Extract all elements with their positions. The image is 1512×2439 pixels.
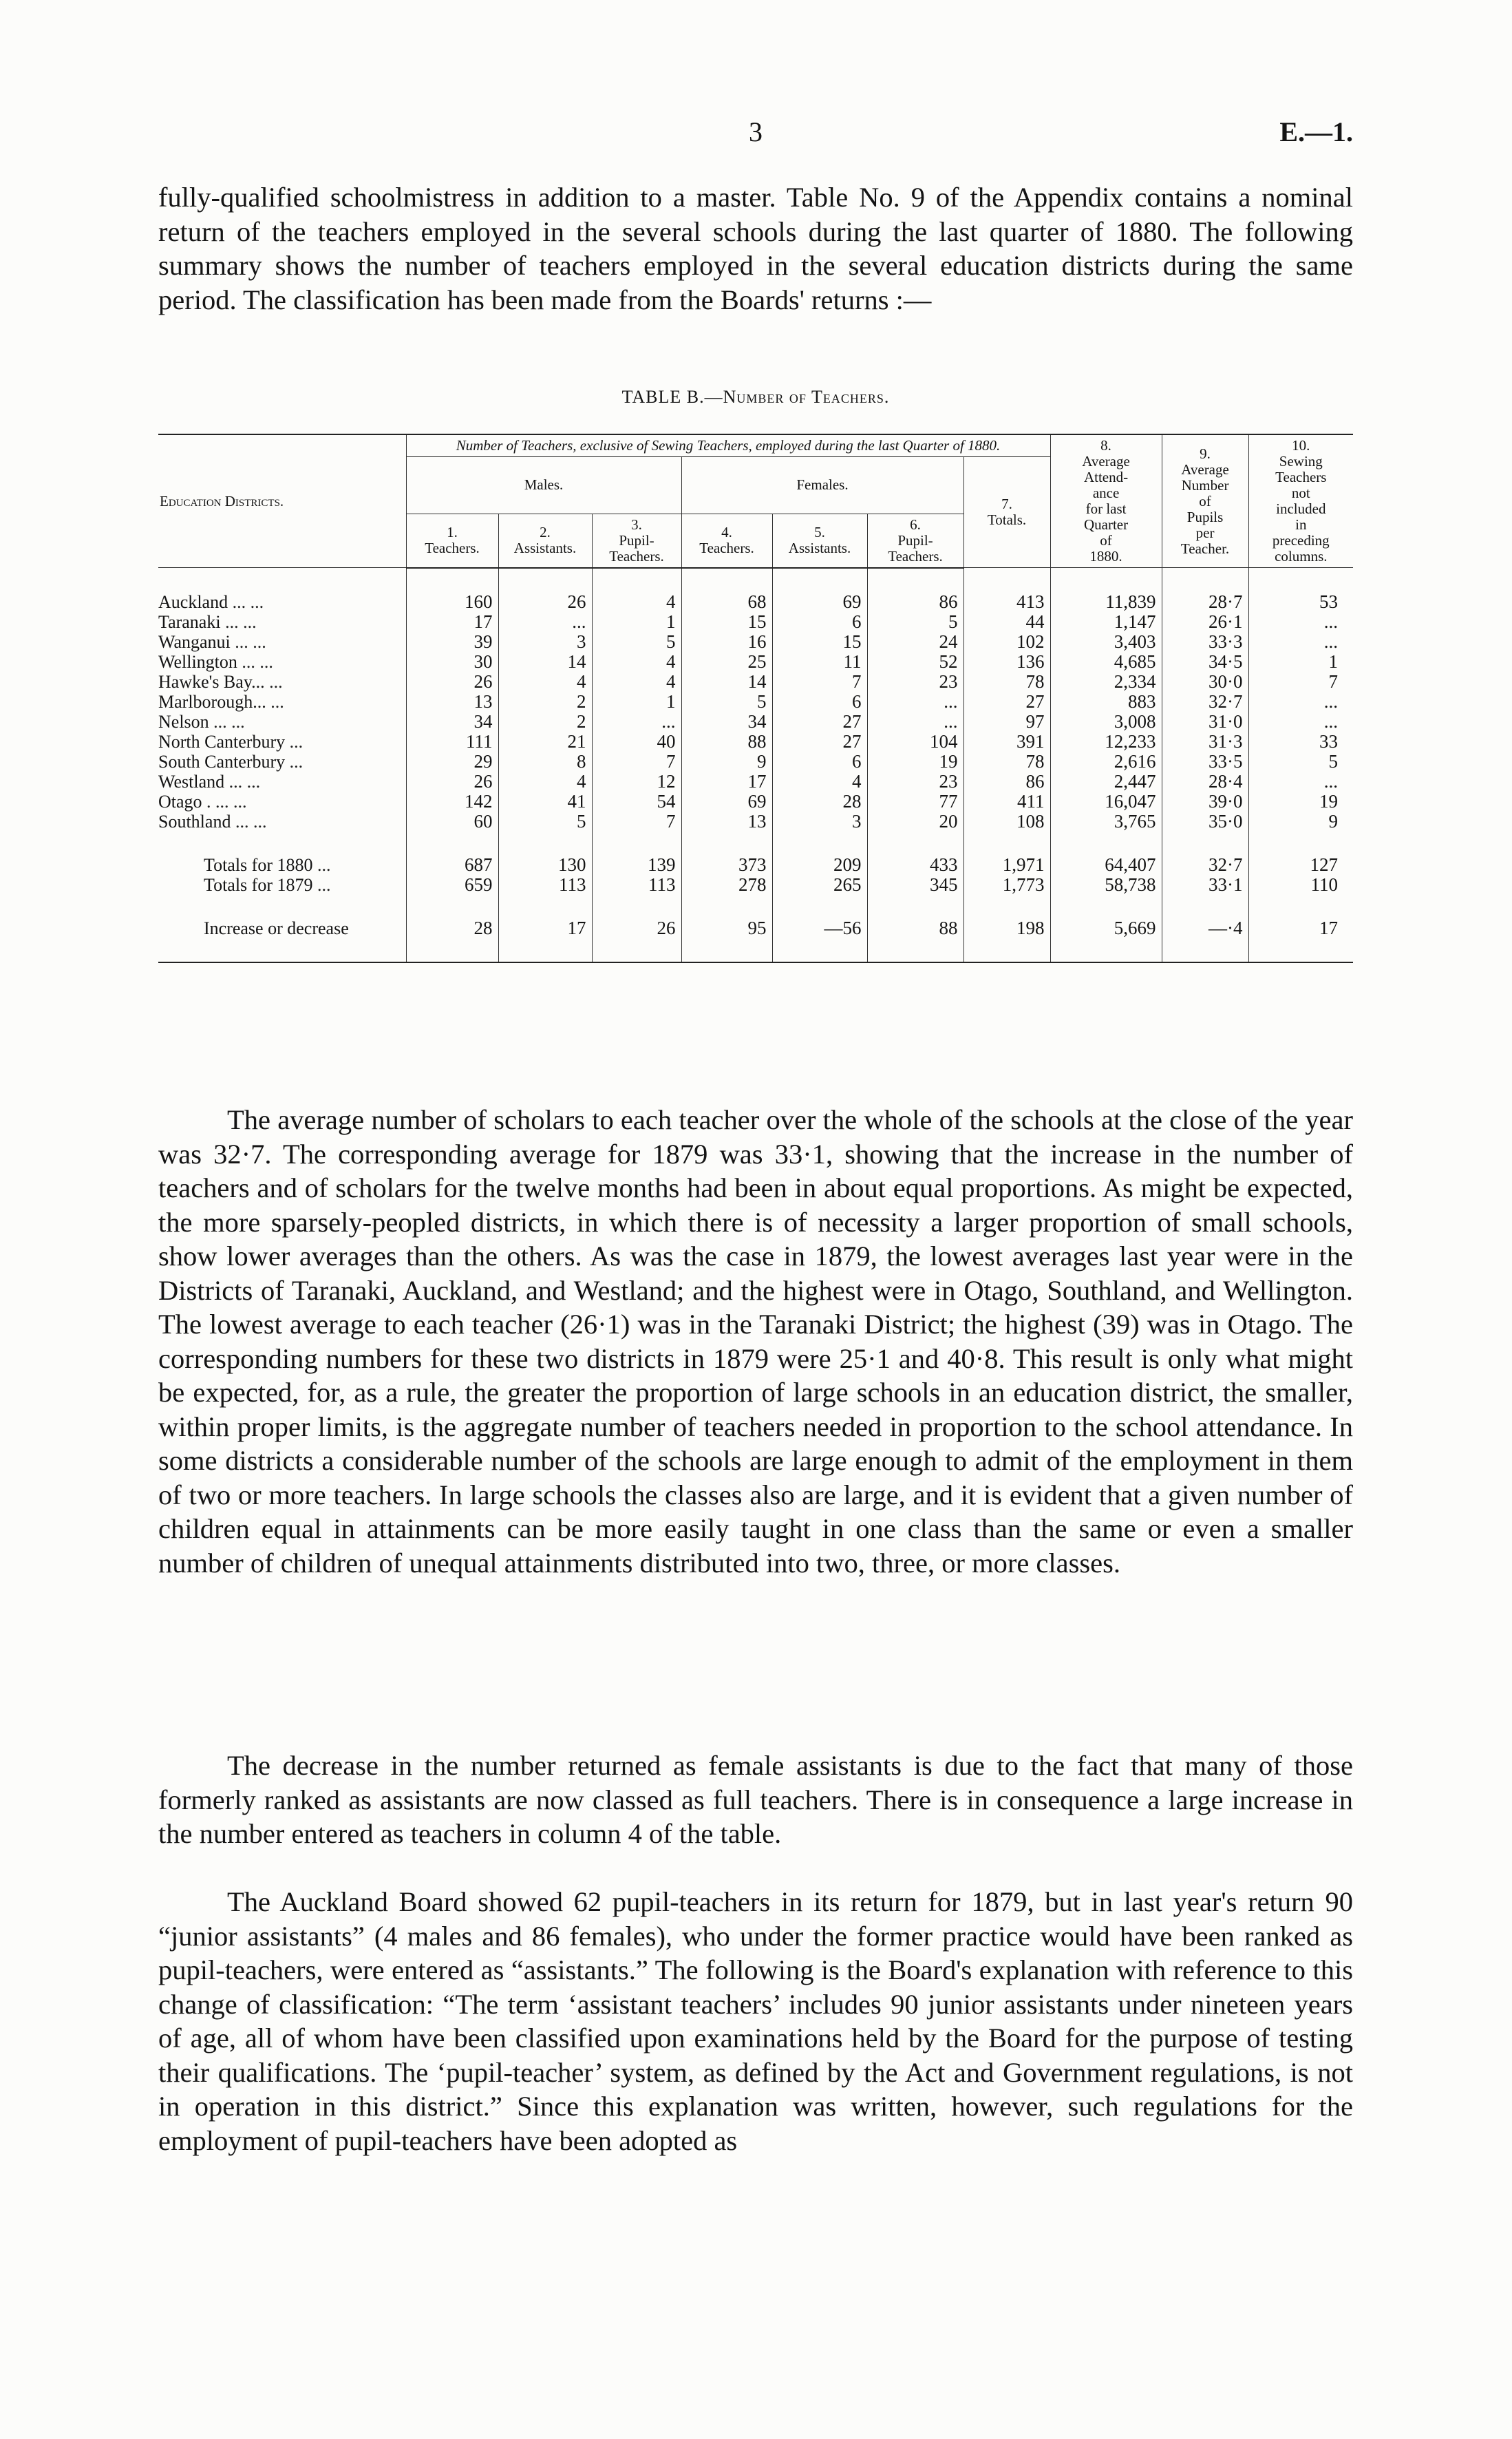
value-c9: 28·4 (1162, 772, 1248, 792)
value-c4: 68 (681, 592, 772, 612)
value-c2: 26 (498, 592, 592, 612)
leader-dots: ... ... (213, 711, 245, 732)
value-c2: 41 (498, 792, 592, 812)
value-c7: 1,971 (963, 855, 1050, 875)
spacer-cell (867, 938, 963, 962)
spacer-cell (498, 568, 592, 592)
district-cell (158, 712, 406, 732)
table-row (158, 812, 1353, 832)
spacer-cell (681, 832, 772, 855)
spacer-row (158, 568, 1353, 592)
district-name: Westland (158, 771, 225, 792)
spacer-cell (1248, 832, 1353, 855)
value-c6: 88 (867, 918, 963, 938)
leader-dots: ... (269, 671, 283, 692)
value-c3: ... (592, 712, 681, 732)
table-row (158, 692, 1353, 712)
value-c6: 5 (867, 612, 963, 632)
table-title (158, 387, 1353, 408)
value-c4: 373 (681, 855, 772, 875)
value-c8: 64,407 (1050, 855, 1162, 875)
value-c2: ... (498, 612, 592, 632)
col4-header: 4. Teachers. (681, 514, 772, 568)
value-c4: 13 (681, 812, 772, 832)
leader-dots: ... ... (232, 591, 264, 612)
value-c7: 27 (963, 692, 1050, 712)
table-row (158, 612, 1353, 632)
value-c3: 40 (592, 732, 681, 752)
spacer-cell (1162, 832, 1248, 855)
district-name: Marlborough... (158, 691, 266, 712)
value-c1: 29 (406, 752, 498, 772)
value-c10: 5 (1248, 752, 1353, 772)
value-c9: 35·0 (1162, 812, 1248, 832)
col1-header: 1. Teachers. (406, 514, 498, 568)
spacer-cell (1248, 938, 1353, 962)
value-c4: 278 (681, 875, 772, 895)
value-c5: 6 (772, 692, 867, 712)
leader-dots: . ... ... (206, 791, 247, 812)
district-name: South Canterbury (158, 751, 286, 772)
males-header: Males. (406, 457, 681, 514)
paragraph-female-assistants: The decrease in the number returned as female assistants is due to the fact that many of those formerly ranked as assistants are now classed as full teachers. There is in consequence a large increase in the number entered as teachers in column 4 of the table. (158, 1750, 1353, 1849)
value-c5: 15 (772, 632, 867, 652)
page-number: 3 (749, 116, 763, 147)
spacer-cell (772, 895, 867, 918)
spacer-cell (158, 895, 406, 918)
value-c8: 2,616 (1050, 752, 1162, 772)
spacer-row (158, 895, 1353, 918)
value-c8: 4,685 (1050, 652, 1162, 672)
spacer-cell (772, 832, 867, 855)
value-c2: 2 (498, 692, 592, 712)
females-header: Females. (681, 457, 963, 514)
district-cell (158, 592, 406, 612)
value-c10: 19 (1248, 792, 1353, 812)
value-c8: 3,008 (1050, 712, 1162, 732)
value-c2: 17 (498, 918, 592, 938)
totals-row (158, 875, 1353, 895)
value-c10: 7 (1248, 672, 1353, 692)
value-c6: 24 (867, 632, 963, 652)
district-cell (158, 652, 406, 672)
value-c1: 26 (406, 772, 498, 792)
value-c3: 4 (592, 672, 681, 692)
leader-dots: ... (317, 854, 331, 875)
spacer-cell (681, 895, 772, 918)
value-c5: 6 (772, 612, 867, 632)
value-c2: 21 (498, 732, 592, 752)
value-c7: 108 (963, 812, 1050, 832)
totals-row (158, 855, 1353, 875)
col8-header: 8. Average Attend- ance for last Quarter of 1880. (1050, 434, 1162, 568)
district-name: Hawke's Bay... (158, 671, 265, 692)
value-c1: 34 (406, 712, 498, 732)
value-c6: 104 (867, 732, 963, 752)
value-c9: —·4 (1162, 918, 1248, 938)
value-c4: 16 (681, 632, 772, 652)
value-c4: 17 (681, 772, 772, 792)
spacer-cell (1050, 938, 1162, 962)
leader-dots: ... ... (235, 631, 266, 652)
spacer-cell (406, 568, 498, 592)
teachers-table (158, 434, 1353, 963)
value-c5: 28 (772, 792, 867, 812)
value-c8: 3,403 (1050, 632, 1162, 652)
col10-header: 10. Sewing Teachers not included in preceding columns. (1248, 434, 1353, 568)
value-c9: 34·5 (1162, 652, 1248, 672)
district-cell (158, 672, 406, 692)
value-c5: 4 (772, 772, 867, 792)
district-name: Wanganui (158, 631, 231, 652)
district-name: Nelson (158, 711, 209, 732)
value-c6: 23 (867, 672, 963, 692)
leader-dots: ... ... (228, 771, 261, 792)
value-c7: 411 (963, 792, 1050, 812)
leader-dots: ... (317, 874, 331, 895)
district-name: Totals for 1880 (204, 854, 313, 875)
value-c2: 5 (498, 812, 592, 832)
value-c5: 3 (772, 812, 867, 832)
value-c3: 4 (592, 592, 681, 612)
district-cell (158, 632, 406, 652)
value-c8: 2,334 (1050, 672, 1162, 692)
value-c7: 44 (963, 612, 1050, 632)
value-c10: 17 (1248, 918, 1353, 938)
value-c9: 32·7 (1162, 692, 1248, 712)
value-c8: 12,233 (1050, 732, 1162, 752)
spacer-cell (1248, 568, 1353, 592)
paragraph-averages: The average number of scholars to each teacher over the whole of the schools at the close of the year was 32·7. The corresponding average for 1879 was 33·1, showing that the increase in the number of teachers and of scholars for the twelve months had been in about equal proportions. As might be expected, the more sparsely-peopled districts, in which there is of necessity a larger proportion of small schools, show lower averages than the others. As was the case in 1879, the lowest averages last year were in the Districts of Taranaki, Auckland, and Westland; and the highest were in Otago, Southland, and Wellington. The lowest average to each teacher (26·1) was in the Taranaki District; the highest (39) was in Otago. The corresponding numbers for these two districts in 1879 were 25·1 and 40·8. This result is only what might be expected, for, as a rule, the greater the proportion of large schools in an education district, the smaller, within proper limits, is the aggregate number of teachers needed in proportion to the school attendance. In some districts a considerable number of the schools are large enough to admit of the employment in them of two or more teachers. In large schools the classes also are large, and it is evident that a given number of children equal in attainments can be more easily taught in one class than the same or even a smaller number of children of unequal attainments distributed into two, three, or more classes. (158, 1104, 1353, 1579)
district-cell (158, 752, 406, 772)
value-c7: 102 (963, 632, 1050, 652)
paragraph-auckland-board: The Auckland Board showed 62 pupil-teachers in its return for 1879, but in last year's return 90 “junior assistants” (4 males and 86 females), who under the former practice would have been ranked as pupil-teachers, were entered as “assistants.” The following is the Board's explanation with reference to this change of classification: “The term ‘assistant teachers’ includes 90 junior assistants under nineteen years of age, all of whom have been classified upon examinations held by the Board for the purpose of testing their qualifications. The ‘pupil-teacher’ system, as defined by the Act and Government regulations, is not in operation in this district.” Since this explanation was written, however, such regulations for the employment of pupil-teachers have been adopted as (158, 1886, 1353, 2156)
value-c6: 20 (867, 812, 963, 832)
district-name: Auckland (158, 591, 228, 612)
value-c4: 95 (681, 918, 772, 938)
col9-header: 9. Average Number of Pupils per Teacher. (1162, 434, 1248, 568)
value-c6: ... (867, 692, 963, 712)
value-c2: 2 (498, 712, 592, 732)
value-c10: 9 (1248, 812, 1353, 832)
value-c4: 5 (681, 692, 772, 712)
value-c9: 39·0 (1162, 792, 1248, 812)
value-c7: 97 (963, 712, 1050, 732)
page-header (158, 116, 1353, 154)
value-c7: 136 (963, 652, 1050, 672)
table-row (158, 712, 1353, 732)
value-c7: 391 (963, 732, 1050, 752)
teachers-group-header: Number of Teachers, exclusive of Sewing Teachers, employed during the last Quarter of 1880. (406, 434, 1050, 457)
spacer-cell (1162, 895, 1248, 918)
value-c10: ... (1248, 612, 1353, 632)
leader-dots: ... (289, 731, 304, 752)
table-row (158, 752, 1353, 772)
value-c1: 160 (406, 592, 498, 612)
spacer-cell (681, 938, 772, 962)
value-c4: 14 (681, 672, 772, 692)
spacer-cell (1050, 832, 1162, 855)
district-name: North Canterbury (158, 731, 286, 752)
spacer-cell (158, 832, 406, 855)
spacer-cell (772, 568, 867, 592)
value-c5: 27 (772, 712, 867, 732)
value-c7: 413 (963, 592, 1050, 612)
value-c8: 5,669 (1050, 918, 1162, 938)
value-c5: 11 (772, 652, 867, 672)
col7-header: 7. Totals. (963, 457, 1050, 568)
value-c5: 27 (772, 732, 867, 752)
spacer-cell (158, 938, 406, 962)
leader-dots: ... (289, 751, 304, 772)
intro-paragraph: fully-qualified schoolmistress in addition to a master. Table No. 9 of the Appendix contains a nominal return of the teachers employed in the several schools during the last quarter of 1880. The following summary shows the number of teachers employed in the several education districts during the same period. The classification has been made from the Boards' returns :— (158, 182, 1353, 315)
spacer-cell (867, 832, 963, 855)
value-c3: 54 (592, 792, 681, 812)
district-name: Increase or decrease (204, 918, 349, 938)
col2-header: 2. Assistants. (498, 514, 592, 568)
value-c1: 687 (406, 855, 498, 875)
district-cell (158, 918, 406, 938)
value-c6: 23 (867, 772, 963, 792)
value-c3: 139 (592, 855, 681, 875)
value-c9: 28·7 (1162, 592, 1248, 612)
value-c1: 60 (406, 812, 498, 832)
leader-dots: ... ... (242, 651, 273, 672)
district-name: Otago (158, 791, 202, 812)
spacer-cell (681, 568, 772, 592)
spacer-cell (867, 568, 963, 592)
value-c9: 26·1 (1162, 612, 1248, 632)
value-c10: ... (1248, 632, 1353, 652)
spacer-cell (592, 832, 681, 855)
district-name: Totals for 1879 (204, 874, 313, 895)
district-cell (158, 812, 406, 832)
spacer-cell (963, 568, 1050, 592)
value-c5: 6 (772, 752, 867, 772)
spacer-cell (406, 895, 498, 918)
value-c2: 130 (498, 855, 592, 875)
value-c5: 69 (772, 592, 867, 612)
value-c3: 4 (592, 652, 681, 672)
value-c3: 113 (592, 875, 681, 895)
value-c2: 113 (498, 875, 592, 895)
spacer-cell (158, 568, 406, 592)
table-row (158, 672, 1353, 692)
value-c8: 3,765 (1050, 812, 1162, 832)
value-c3: 5 (592, 632, 681, 652)
change-row (158, 918, 1353, 938)
district-name: Southland (158, 811, 231, 832)
value-c2: 3 (498, 632, 592, 652)
table-body (158, 568, 1353, 962)
value-c10: ... (1248, 692, 1353, 712)
value-c6: 433 (867, 855, 963, 875)
spacer-cell (867, 895, 963, 918)
table-row (158, 732, 1353, 752)
value-c1: 142 (406, 792, 498, 812)
value-c2: 4 (498, 672, 592, 692)
district-cell (158, 875, 406, 895)
value-c9: 31·0 (1162, 712, 1248, 732)
district-cell (158, 732, 406, 752)
value-c6: 19 (867, 752, 963, 772)
col6-header: 6. Pupil- Teachers. (867, 514, 963, 568)
value-c10: 33 (1248, 732, 1353, 752)
spacer-cell (406, 938, 498, 962)
value-c7: 78 (963, 672, 1050, 692)
value-c7: 1,773 (963, 875, 1050, 895)
value-c9: 33·3 (1162, 632, 1248, 652)
value-c4: 34 (681, 712, 772, 732)
value-c4: 25 (681, 652, 772, 672)
district-cell (158, 612, 406, 632)
spacer-row (158, 938, 1353, 962)
value-c10: 127 (1248, 855, 1353, 875)
spacer-cell (592, 938, 681, 962)
value-c1: 17 (406, 612, 498, 632)
leader-dots: ... ... (235, 811, 267, 832)
spacer-cell (592, 568, 681, 592)
district-cell (158, 855, 406, 875)
districts-header: Education Districts. (158, 434, 406, 568)
table-row (158, 652, 1353, 672)
spacer-cell (498, 895, 592, 918)
value-c9: 33·5 (1162, 752, 1248, 772)
value-c10: ... (1248, 712, 1353, 732)
value-c8: 58,738 (1050, 875, 1162, 895)
value-c9: 30·0 (1162, 672, 1248, 692)
spacer-row (158, 832, 1353, 855)
value-c3: 1 (592, 612, 681, 632)
table-title-prefix: TABLE B.— (621, 387, 723, 407)
value-c9: 33·1 (1162, 875, 1248, 895)
value-c1: 26 (406, 672, 498, 692)
value-c1: 111 (406, 732, 498, 752)
table-title-main: Number of Teachers. (723, 387, 890, 407)
table-row (158, 592, 1353, 612)
value-c7: 198 (963, 918, 1050, 938)
value-c8: 11,839 (1050, 592, 1162, 612)
value-c4: 9 (681, 752, 772, 772)
value-c6: 77 (867, 792, 963, 812)
value-c5: —56 (772, 918, 867, 938)
value-c8: 883 (1050, 692, 1162, 712)
spacer-cell (498, 832, 592, 855)
district-cell (158, 792, 406, 812)
table-row (158, 772, 1353, 792)
value-c1: 28 (406, 918, 498, 938)
value-c3: 12 (592, 772, 681, 792)
spacer-cell (772, 938, 867, 962)
district-cell (158, 772, 406, 792)
value-c7: 78 (963, 752, 1050, 772)
value-c6: 345 (867, 875, 963, 895)
value-c6: 52 (867, 652, 963, 672)
spacer-cell (1050, 895, 1162, 918)
value-c4: 88 (681, 732, 772, 752)
value-c7: 86 (963, 772, 1050, 792)
spacer-cell (592, 895, 681, 918)
value-c6: ... (867, 712, 963, 732)
district-name: Wellington (158, 651, 237, 672)
value-c8: 2,447 (1050, 772, 1162, 792)
table-row (158, 632, 1353, 652)
value-c5: 209 (772, 855, 867, 875)
district-cell (158, 692, 406, 712)
value-c1: 30 (406, 652, 498, 672)
col5-header: 5. Assistants. (772, 514, 867, 568)
spacer-cell (963, 938, 1050, 962)
value-c3: 1 (592, 692, 681, 712)
spacer-cell (963, 832, 1050, 855)
value-c5: 7 (772, 672, 867, 692)
value-c9: 32·7 (1162, 855, 1248, 875)
value-c8: 16,047 (1050, 792, 1162, 812)
spacer-cell (1050, 568, 1162, 592)
value-c3: 26 (592, 918, 681, 938)
document-code: E.—1. (1279, 116, 1353, 147)
col3-header: 3. Pupil- Teachers. (592, 514, 681, 568)
spacer-cell (498, 938, 592, 962)
value-c4: 15 (681, 612, 772, 632)
value-c4: 69 (681, 792, 772, 812)
value-c10: ... (1248, 772, 1353, 792)
spacer-cell (1162, 568, 1248, 592)
value-c10: 110 (1248, 875, 1353, 895)
spacer-cell (963, 895, 1050, 918)
value-c8: 1,147 (1050, 612, 1162, 632)
value-c6: 86 (867, 592, 963, 612)
value-c5: 265 (772, 875, 867, 895)
value-c2: 8 (498, 752, 592, 772)
value-c3: 7 (592, 752, 681, 772)
value-c1: 39 (406, 632, 498, 652)
value-c3: 7 (592, 812, 681, 832)
spacer-cell (1162, 938, 1248, 962)
value-c2: 4 (498, 772, 592, 792)
value-c10: 53 (1248, 592, 1353, 612)
value-c10: 1 (1248, 652, 1353, 672)
value-c1: 659 (406, 875, 498, 895)
value-c9: 31·3 (1162, 732, 1248, 752)
table-row (158, 792, 1353, 812)
value-c2: 14 (498, 652, 592, 672)
spacer-cell (1248, 895, 1353, 918)
spacer-cell (406, 832, 498, 855)
leader-dots: ... (270, 691, 284, 712)
leader-dots: ... ... (225, 611, 257, 632)
value-c1: 13 (406, 692, 498, 712)
district-name: Taranaki (158, 611, 221, 632)
